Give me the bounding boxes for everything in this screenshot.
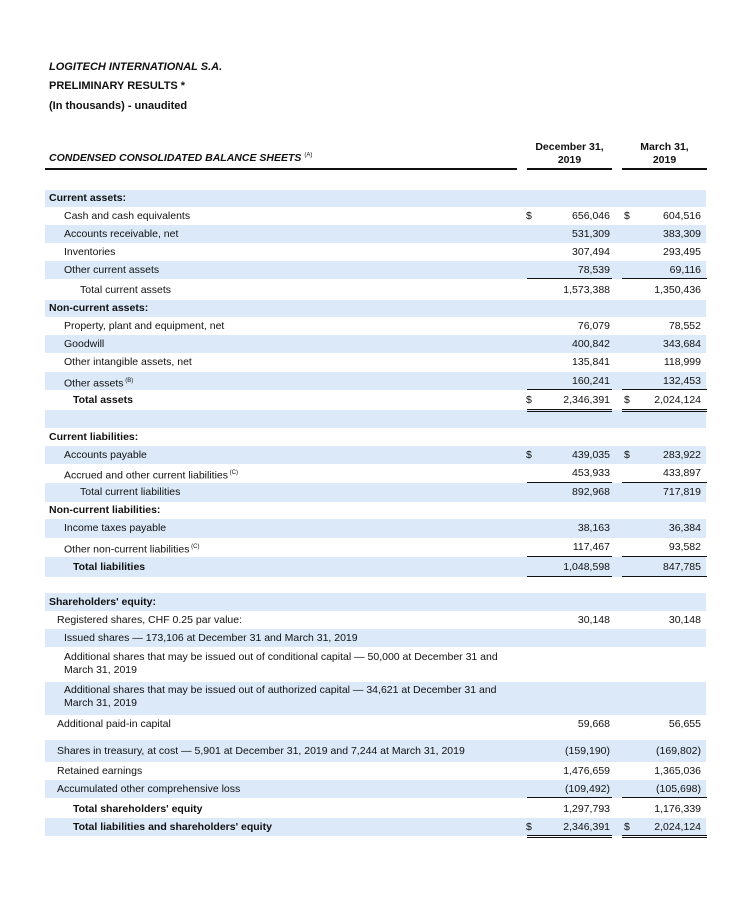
total-rule [622,837,707,838]
row-label-text: Retained earnings [57,765,143,777]
row-label-text: Accrued and other current liabilities [64,469,229,482]
row-label [57,783,240,796]
value-dec-2019: 1,048,598 [563,561,610,573]
row-label-text: Property, plant and equipment, net [64,320,225,332]
currency-symbol: $ [624,394,630,406]
total-rule [622,409,707,410]
row-label-note: (B) [123,378,134,384]
value-mar-2019: 283,922 [663,449,701,461]
row-label-note: (C) [189,544,200,550]
value-mar-2019: 343,684 [663,338,701,350]
value-dec-2019: 307,494 [572,246,610,258]
row-label [49,504,160,517]
subtotal-rule [527,389,612,390]
row-label-text: Total liabilities [73,561,146,573]
header-rule-col2 [622,168,707,170]
currency-symbol: $ [526,210,532,222]
value-dec-2019: 59,668 [577,718,610,730]
subtotal-rule [622,797,707,798]
column-header-mar-2019 [622,141,707,167]
currency-symbol: $ [624,449,630,461]
row-label-text: Total shareholders' equity [73,803,203,815]
row-label [64,264,159,277]
value-dec-2019: 453,933 [572,467,610,479]
subtotal-rule [622,389,707,390]
row-label [64,356,192,369]
value-dec-2019: 400,842 [572,338,610,350]
row-label-text: Total assets [73,394,133,406]
currency-symbol: $ [526,821,532,833]
total-rule [527,409,612,410]
row-label-text: Other assets [64,377,124,390]
row-label-text: Other current assets [64,264,160,276]
row-band [45,190,706,207]
row-label-text: Non-current assets: [49,302,149,314]
row-label-text: Registered shares, CHF 0.25 par value: [57,614,243,626]
row-label-text: Income taxes payable [64,522,167,534]
value-mar-2019: 78,552 [668,320,701,332]
row-label [57,718,171,731]
row-label [64,467,238,483]
total-rule [527,411,612,412]
value-dec-2019: 76,079 [577,320,610,332]
value-dec-2019: 1,476,659 [563,765,610,777]
row-label-text: Total current assets [80,284,172,296]
company-name: LOGITECH INTERNATIONAL S.A. [49,61,223,73]
value-dec-2019: (109,492) [565,783,610,795]
balance-sheet-title [49,152,312,164]
balance-sheet-title-note: (A) [304,152,313,159]
total-rule [622,411,707,412]
value-mar-2019: 69,116 [669,264,701,276]
value-mar-2019: 2,024,124 [654,821,701,833]
row-label [57,614,242,627]
row-label-text: Current assets: [49,192,127,204]
row-band-spacer [45,410,706,428]
row-label [73,803,203,816]
row-label-text: Other non-current liabilities [64,543,190,556]
value-mar-2019: 56,655 [668,718,701,730]
value-dec-2019: 117,467 [572,541,610,553]
value-mar-2019: 30,148 [668,614,701,626]
subtotal-rule [622,576,707,577]
row-label-text: Additional shares that may be issued out of authorized capital — 34,621 at December 31 and March 31, 2019 [64,684,497,709]
row-label [49,596,156,609]
total-rule [527,835,612,836]
currency-symbol: $ [526,394,532,406]
row-label [73,821,272,834]
row-label-text: Current liabilities: [49,431,139,443]
value-dec-2019: 656,046 [572,210,610,222]
row-label-text: Additional paid-in capital [57,718,171,730]
value-mar-2019: 383,309 [663,228,701,240]
row-label [64,651,524,677]
value-dec-2019: 135,841 [572,356,610,368]
value-mar-2019: 2,024,124 [654,394,701,406]
row-label [64,449,147,462]
header-rule [45,168,517,170]
row-label [80,284,171,297]
row-label [64,228,178,241]
subtotal-rule [622,278,707,279]
value-dec-2019: 892,968 [572,486,610,498]
value-mar-2019: 293,495 [663,246,701,258]
report-subtitle: PRELIMINARY RESULTS * [49,80,186,92]
row-label [64,375,133,391]
value-dec-2019: 1,573,388 [563,284,610,296]
header-rule-col1 [527,168,612,170]
value-dec-2019: (159,190) [565,745,610,757]
value-dec-2019: 78,539 [577,264,610,276]
value-mar-2019: 433,897 [663,467,701,479]
currency-symbol: $ [526,449,532,461]
value-dec-2019: 2,346,391 [563,394,610,406]
row-label [64,632,358,645]
balance-sheet-title-text: CONDENSED CONSOLIDATED BALANCE SHEETS [49,152,302,164]
value-dec-2019: 38,163 [577,522,610,534]
total-rule [527,837,612,838]
column-header-dec-2019 [527,141,612,167]
row-label [49,431,138,444]
value-mar-2019: 847,785 [663,561,701,573]
value-dec-2019: 531,309 [572,228,610,240]
row-label [80,486,180,499]
value-mar-2019: 604,516 [663,210,701,222]
column-header-mar-line2: 2019 [652,154,677,166]
value-dec-2019: 2,346,391 [563,821,610,833]
row-label-text: Cash and cash equivalents [64,210,191,222]
value-dec-2019: 1,297,793 [563,803,610,815]
value-mar-2019: 1,365,036 [654,765,701,777]
subtotal-rule [527,278,612,279]
row-label [64,210,190,223]
total-rule [622,835,707,836]
row-label [49,302,148,315]
row-label-text: Inventories [64,246,116,258]
subtotal-rule [527,576,612,577]
value-mar-2019: (105,698) [656,783,701,795]
value-mar-2019: 1,350,436 [654,284,701,296]
row-label [64,541,199,557]
value-mar-2019: (169,802) [656,745,701,757]
value-dec-2019: 30,148 [577,614,610,626]
value-mar-2019: 717,819 [663,486,701,498]
row-label-text: Other intangible assets, net [64,356,192,368]
row-label [64,522,166,535]
row-label-note: (C) [228,470,239,476]
units-note: (In thousands) - unaudited [49,100,188,112]
row-label-text: Additional shares that may be issued out of conditional capital — 50,000 at December 31 and March 31, 2019 [64,651,498,676]
subtotal-rule [527,797,612,798]
row-label-text: Shareholders' equity: [49,596,156,608]
row-label-text: Total liabilities and shareholders' equity [73,821,272,833]
row-label-text: Shares in treasury, at cost — 5,901 at December 31, 2019 and 7,244 at March 31, 2019 [57,745,465,757]
row-label [73,394,133,407]
currency-symbol: $ [624,210,630,222]
column-header-dec-line1: December 31, [535,141,604,153]
column-header-dec-line2: 2019 [557,154,582,166]
row-label-text: Accounts receivable, net [64,228,179,240]
value-mar-2019: 118,999 [663,356,701,368]
row-label-text: Accounts payable [64,449,147,461]
row-label [64,320,224,333]
currency-symbol: $ [624,821,630,833]
row-label [49,192,126,205]
row-label [64,246,115,259]
value-dec-2019: 160,241 [572,375,610,387]
row-label-text: Issued shares — 173,106 at December 31 and March 31, 2019 [64,632,358,644]
row-label-text: Goodwill [64,338,105,350]
value-mar-2019: 36,384 [668,522,701,534]
row-label-text: Accumulated other comprehensive loss [57,783,241,795]
row-label [57,765,142,778]
column-header-mar-line1: March 31, [640,141,689,153]
value-dec-2019: 439,035 [572,449,610,461]
row-label-text: Total current liabilities [80,486,181,498]
row-label-text: Non-current liabilities: [49,504,161,516]
row-label [64,338,104,351]
value-mar-2019: 1,176,339 [654,803,701,815]
row-label [73,561,145,574]
value-mar-2019: 93,582 [668,541,701,553]
row-label [57,745,465,758]
value-mar-2019: 132,453 [663,375,701,387]
row-label [64,684,524,710]
